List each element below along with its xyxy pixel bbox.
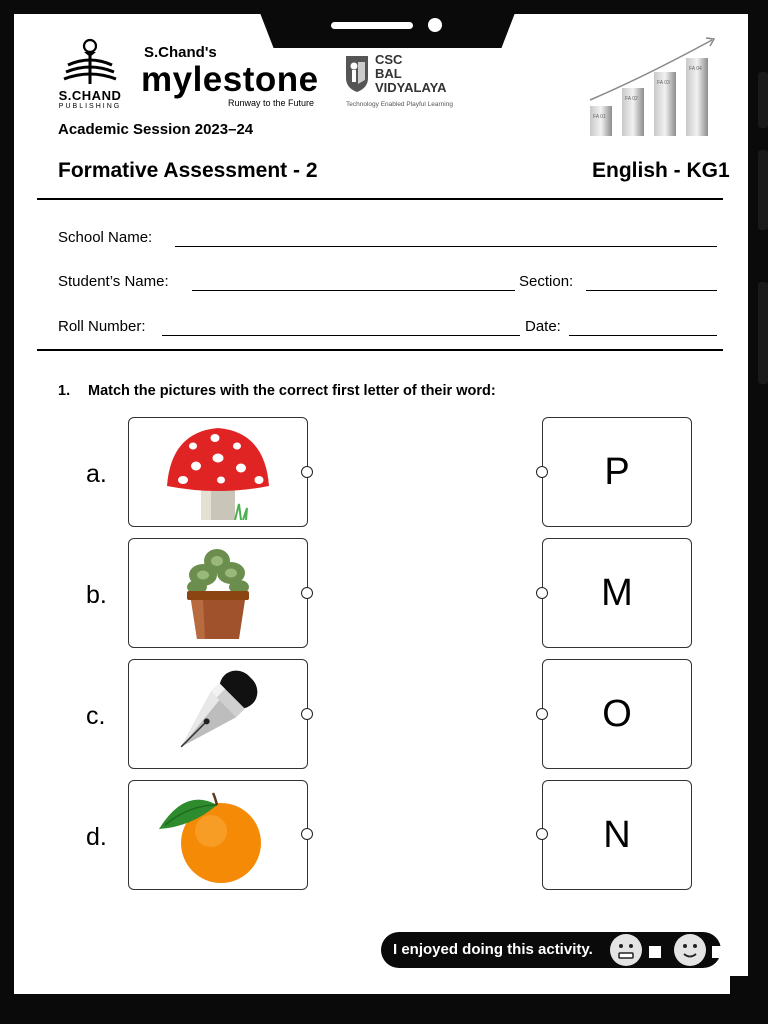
chart-bar (590, 106, 612, 136)
partner-tagline: Technology Enabled Playful Learning (346, 101, 453, 108)
device-side-button (758, 150, 768, 230)
fountain-pen-icon (165, 668, 261, 762)
publisher-logo (50, 38, 130, 112)
mushroom-icon (163, 424, 273, 520)
feedback-text: I enjoyed doing this activity. (393, 941, 593, 958)
brand-name: mylestone (141, 60, 319, 99)
camera-dot (428, 18, 442, 32)
letter-connector-o[interactable] (536, 708, 548, 720)
letter-card-p: P (542, 417, 692, 527)
letter-connector-p[interactable] (536, 466, 548, 478)
item-label: a. (86, 460, 107, 488)
academic-session: Academic Session 2023–24 (58, 121, 254, 138)
divider (37, 198, 723, 200)
device-side-button (758, 282, 768, 384)
csc-shield-icon (344, 54, 370, 94)
device-side-button (758, 72, 768, 128)
happy-checkbox[interactable] (712, 946, 724, 958)
picture-card-a (128, 417, 308, 527)
date-label: Date: (525, 318, 561, 335)
chart-bar-label: FA 01 (593, 114, 606, 120)
publisher-name: S.CHAND (58, 88, 122, 103)
picture-card-b (128, 538, 308, 648)
roll-number-label: Roll Number: (58, 318, 146, 335)
letter-card-m: M (542, 538, 692, 648)
orange-icon (155, 787, 265, 885)
speaker-bar (331, 22, 413, 29)
letter-connector-n[interactable] (536, 828, 548, 840)
happy-face-icon[interactable] (674, 934, 706, 966)
section-field[interactable] (586, 290, 717, 291)
device-frame-corner (730, 976, 750, 996)
device-frame-left (0, 0, 14, 1024)
picture-connector-c[interactable] (301, 708, 313, 720)
question-number: 1. (58, 383, 71, 399)
question-text: Match the pictures with the correct first letter of their word: (88, 383, 496, 399)
picture-connector-a[interactable] (301, 466, 313, 478)
growth-chart-graphic (586, 36, 721, 141)
section-label: Section: (519, 273, 574, 290)
subject-title: English - KG1 (592, 159, 730, 182)
potted-plant-icon (183, 545, 253, 641)
item-label: b. (86, 581, 107, 609)
question-1 (58, 383, 496, 399)
sad-checkbox[interactable] (649, 946, 661, 958)
publisher-sub: PUBLISHING (58, 103, 122, 110)
partner-line-3: VIDYALAYA (375, 80, 447, 95)
picture-card-c (128, 659, 308, 769)
letter-card-o: O (542, 659, 692, 769)
brand-top: S.Chand's (144, 44, 217, 61)
device-frame-bottom (0, 994, 768, 1024)
picture-card-d (128, 780, 308, 890)
chart-bar-label: FA 03 (657, 80, 670, 86)
divider (37, 349, 723, 351)
letter-card-n: N (542, 780, 692, 890)
chart-bar-label: FA 02 (625, 96, 638, 102)
assessment-title: Formative Assessment - 2 (58, 159, 318, 182)
picture-connector-b[interactable] (301, 587, 313, 599)
brand-tagline: Runway to the Future (228, 98, 315, 108)
chart-bar-label: FA 04 (689, 66, 702, 72)
student-name-field[interactable] (192, 290, 515, 291)
letter-connector-m[interactable] (536, 587, 548, 599)
partner-line-2: BAL (375, 66, 402, 81)
picture-connector-d[interactable] (301, 828, 313, 840)
student-name-label: Student’s Name: (58, 273, 169, 290)
roll-number-field[interactable] (162, 335, 520, 336)
partner-name (375, 53, 447, 95)
date-field[interactable] (569, 335, 717, 336)
sad-face-icon[interactable] (610, 934, 642, 966)
partner-line-1: CSC (375, 52, 403, 67)
item-label: d. (86, 823, 107, 851)
item-label: c. (86, 702, 106, 730)
school-name-field[interactable] (175, 246, 717, 247)
publisher-emblem-icon (50, 38, 130, 88)
school-name-label: School Name: (58, 229, 153, 246)
